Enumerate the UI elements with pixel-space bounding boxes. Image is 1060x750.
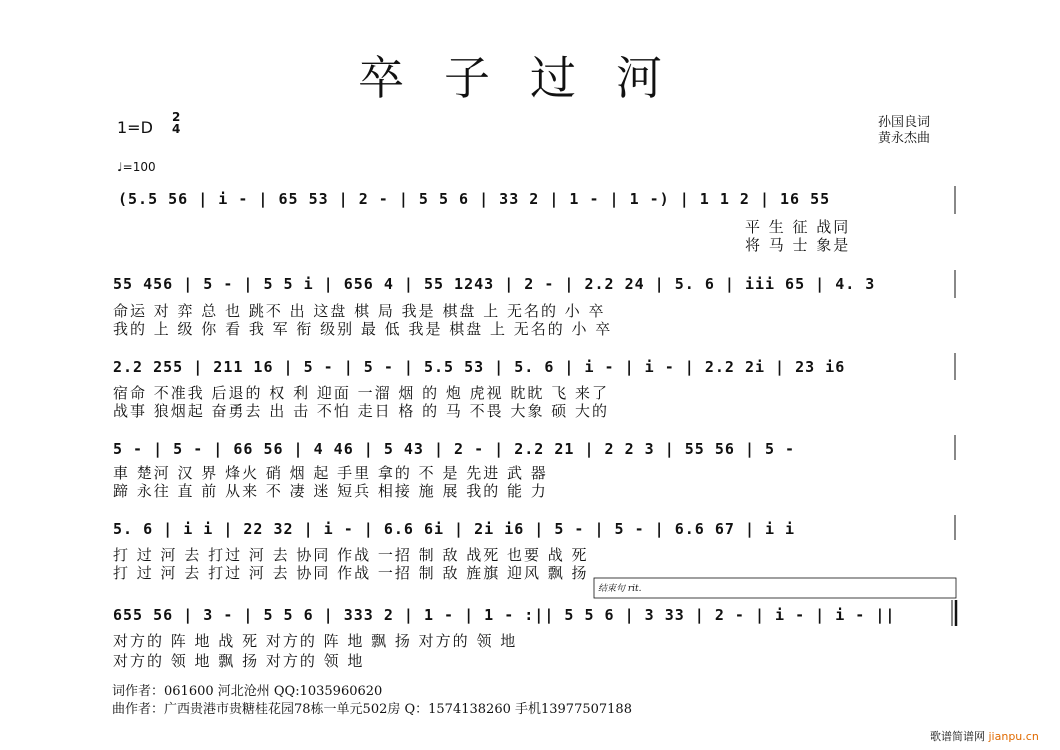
notation-line-3: 2.2 255 | 211 16 | 5 - | 5 - | 5.5 53 | 5. 6 | i - | i - | 2.2 2i | 23 i6 bbox=[113, 358, 846, 376]
notation-line-6: 655 56 | 3 - | 5 5 6 | 333 2 | 1 - | 1 - :|| 5 5 6 | 3 33 | 2 - | i - | i - || bbox=[113, 606, 896, 624]
lyric-line-2-verse-2: 我的 上 级 你 看 我 军 衔 级别 最 低 我是 棋盘 上 无名的 小 卒 bbox=[113, 320, 613, 338]
lyric-line-2-verse-1: 命运 对 弈 总 也 跳不 出 这盘 棋 局 我是 棋盘 上 无名的 小 卒 bbox=[113, 302, 606, 320]
lyric-line-1-verse-2: 将 马 士 象是 bbox=[745, 236, 851, 254]
composer: 黄永杰曲 bbox=[878, 131, 931, 146]
tempo-marking: ♩=100 bbox=[117, 160, 156, 174]
lyric-line-6-verse-1: 对方的 阵 地 战 死 对方的 阵 地 飘 扬 对方的 领 地 bbox=[113, 632, 518, 650]
ending-phrase-label: 结束句 rit. bbox=[598, 584, 642, 594]
time-signature bbox=[172, 111, 180, 135]
lyric-line-5-verse-1: 打 过 河 去 打过 河 去 协同 作战 一招 制 敌 战死 也要 战 死 bbox=[113, 546, 589, 564]
lyricist: 孙国良词 bbox=[878, 115, 931, 130]
lyric-line-6-verse-2: 对方的 领 地 飘 扬 对方的 领 地 bbox=[113, 652, 365, 670]
time-signature-top: 2 bbox=[172, 110, 181, 124]
notation-line-4: 5 - | 5 - | 66 56 | 4 46 | 5 43 | 2 - | 2.2 21 | 2 2 3 | 55 56 | 5 - bbox=[113, 440, 796, 458]
brand-name: 歌谱简谱网 bbox=[930, 730, 985, 743]
notation-line-2: 55 456 | 5 - | 5 5 i | 656 4 | 55 1243 | 2 - | 2.2 24 | 5. 6 | iii 65 | 4. 3 bbox=[113, 275, 876, 293]
brand-site: jianpu.cn bbox=[988, 730, 1039, 743]
credits bbox=[878, 115, 930, 147]
page-title: 卒子过河 bbox=[358, 51, 702, 105]
lyric-line-1-verse-1: 平 生 征 战同 bbox=[745, 218, 851, 236]
lyric-line-3-verse-1: 宿命 不准我 后退的 权 利 迎面 一溜 烟 的 炮 虎视 眈眈 飞 来了 bbox=[113, 384, 609, 402]
footer-composer-info: 曲作者：广西贵港市贵糖桂花园78栋一单元502房 Q：1574138260 手机13977507188 bbox=[112, 702, 632, 717]
key-signature: 1=D bbox=[117, 118, 153, 137]
ending-phrase-box bbox=[594, 578, 956, 598]
notation-line-5: 5. 6 | i i | 22 32 | i - | 6.6 6i | 2i i6 | 5 - | 5 - | 6.6 67 | i i bbox=[113, 520, 796, 538]
footer-lyricist-info: 词作者：061600 河北沧州 QQ:1035960620 bbox=[112, 684, 383, 699]
lyric-line-4-verse-1: 車 楚河 汉 界 烽火 硝 烟 起 手里 拿的 不 是 先进 武 器 bbox=[113, 464, 548, 482]
time-signature-bottom: 4 bbox=[172, 122, 181, 136]
notation-line-1: (5.5 56 | i - | 65 53 | 2 - | 5 5 6 | 33 2 | 1 - | 1 -) | 1 1 2 | 16 55 bbox=[118, 190, 831, 208]
watermark-brand bbox=[930, 728, 1039, 744]
lyric-line-5-verse-2: 打 过 河 去 打过 河 去 协同 作战 一招 制 敌 旌旗 迎风 飘 扬 bbox=[113, 564, 589, 582]
lyric-line-4-verse-2: 蹄 永往 直 前 从来 不 凄 迷 短兵 相接 施 展 我的 能 力 bbox=[113, 482, 548, 500]
lyric-line-3-verse-2: 战事 狼烟起 奋勇去 出 击 不怕 走日 格 的 马 不畏 大象 硕 大的 bbox=[113, 402, 609, 420]
